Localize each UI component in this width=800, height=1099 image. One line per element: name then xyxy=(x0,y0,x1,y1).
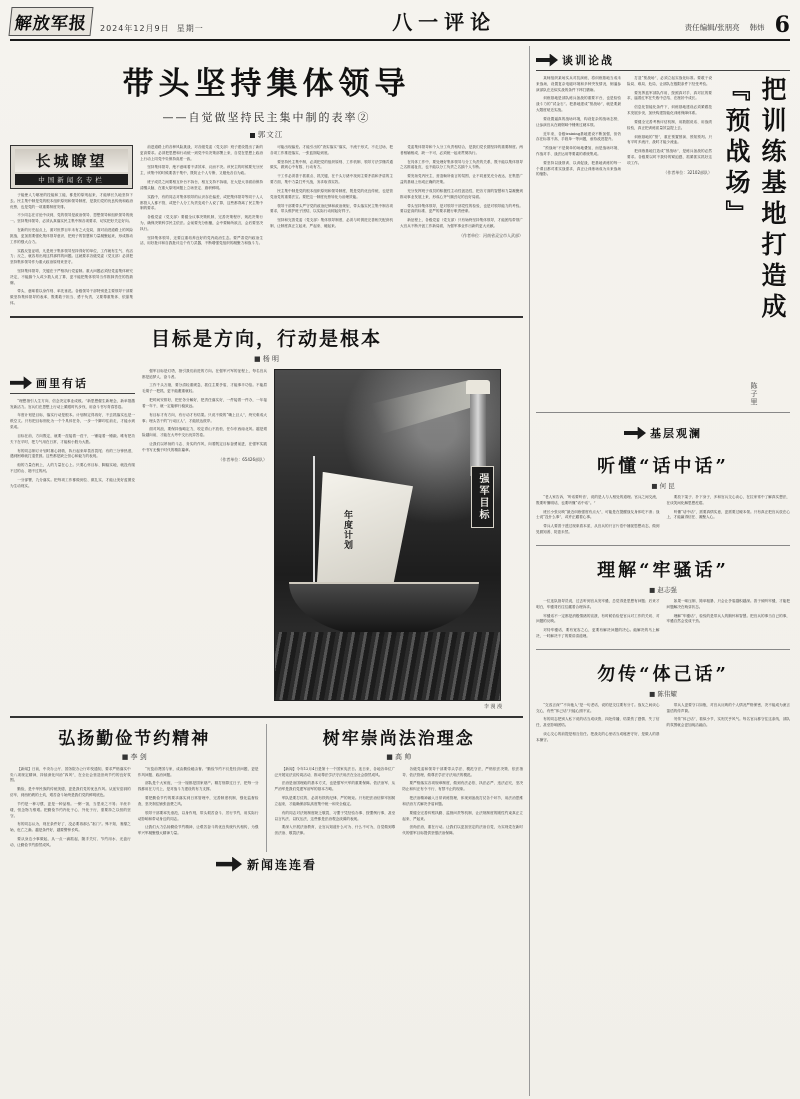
right-item-col-2 xyxy=(667,599,791,643)
art-text-2: 强军目标是灯塔，指引我们前进的方向。在强军兴军的征程上，每名官兵都是追梦人、奋斗者。 工作千头万绪，要分清轻重缓急，抓住主要矛盾，才能事半功倍。不能眉毛胡子一把抓，更不能避重就轻。 把时间安排好，把任务分解好，把责任落实好，一件接着一件办，一年接着一年干，就一定能够行稳致远。 有目标才有方向，有行动才有结果。只说不做的“嘴上巨人”，终究难成大事；埋头苦干的“行动巨人”，才能抵达彼岸。 面对风浪，要保持战略定力，咬定青山不放松，任尔东西南北风。越是艰险越向前，才能在大考中交出优异答卷。 让我们以昂扬的斗志、务实的作风，向着既定目标奋勇前进，在强军实践中书写无愧于时代的精彩篇章。 xyxy=(142,368,267,452)
star-arrow-icon xyxy=(536,54,558,67)
bm-col-1 xyxy=(275,767,396,840)
art-columns xyxy=(10,369,523,710)
illustration-wrap xyxy=(274,369,502,710)
page-body xyxy=(10,46,790,1096)
divider-3 xyxy=(536,412,790,413)
lighthouse-icon xyxy=(470,390,486,476)
bottom-mid-author: 高 帅 xyxy=(395,752,412,761)
lead-text-3: 可能出现偏差。才能引出的“查实落实”落实，不流于形式、不走过场，把各项工作推进落实，一张蓝图绘到底。 要坚持民主集中制，必须把党的组织原则、工作机制、领导方法学懂弄通做实，做到心中有数、行动有方。 干工作必须善于抓重点、抓关键，在千头万绪中找到主要矛盾和矛盾的主要方面，集中力量打歼灭战，务求取得实效。 民主集中制是党的根本组织原则和领导制度，既是党的优良传统，也是管党治党的重要法宝。要把这一制度优势转化为治理效能。 领导干部要带头严守党的政治纪律和政治规矩，带头落实民主集中制各项要求，带头维护班子团结，以实际行动树起好样子。 坚持和完善党委（党支部）集体领导制度，必须与时俱进完善相关配套机制，让制度真正立起来、严起来、硬起来。 xyxy=(270,145,393,228)
section-title: 八一评论 xyxy=(392,10,497,34)
right-item-title: 勿传“体己话” xyxy=(597,663,729,685)
divider-5 xyxy=(536,649,790,650)
light-beam xyxy=(340,380,470,450)
divider-2 xyxy=(10,716,523,718)
left-zone xyxy=(10,46,523,1096)
bottom-left-author: 李 剑 xyxy=(130,752,147,761)
lead-column-2 xyxy=(140,145,263,310)
bottom-mid-text-1: 【新闻】今年12月4日是第十一个国家宪法日。连日来，各地各单位广泛开展宪法宣传周活动，推动尊法学法守法用法在全社会蔚然成风。 法治是治国理政的基本方式，也是强军兴军的重要保障。依法治军、从严治军是我们党建军治军的基本方略。 军队是要打仗的，必须有铁的纪律、严的规矩。只有把法治信仰牢固树立起来，才能确保部队高度集中统一和安全稳定。 有的同志对法规制度缺乏敬畏，习惯于凭经验办事、按惯例行事，甚至以言代法、以权压法，这些都是法治观念淡薄的表现。 要深入开展法治教育，让官兵知道什么可为、什么不可为，自觉做到尊崇法治、敬畏法律。 xyxy=(274,766,396,836)
bottom-mid-text-2: 各级党委和领导干部要带头学法、模范守法，严格依法决策、依法指导、依法管理，做尊法学法守法用法的模范。 要严格落实各项规章制度，做到有法必依、执法必严、违法必究，坚决防止和纠正有令不行、有禁不止的现象。 把法治精神融入日常训练管理，体现到备战打仗各个环节，用法治思维和法治方式解决矛盾问题。 要健全完善纠察执勤、监督问责等机制，让法规制度的刚性约束真正立起来、严起来。 崇尚法治，重在行动。让我们以更加坚定的法治自觉，为实现党在新时代的强军目标提供坚强法治保障。 xyxy=(402,766,523,836)
editor-line-1: 责任编辑/张朋亮 xyxy=(684,23,740,33)
right-top-article xyxy=(536,76,790,406)
lead-text-2: 前进道路上的各种风险挑战，对各级党委（党支部）班子建设提出了新的更高要求。必须把思想和行动统一到党中央决策部署上来，自觉在思想上政治上行动上同党中央保持高度一致。 坚持集体领导，绝不意味着不讲效率、议而不决。该民主的时候要充分民主，该集中的时候要善于集中，既防止个人专断，又避免各自为政。 班子成员之间要相互补台不拆台，相互支持不拆墙，在大是大非面前保持清醒头脑，在重大原则问题上立场坚定、旗帜鲜明。 实践中，有的同志对集体领导的认识存在偏差，或把集体领导等同于人人都管人人都不管，或把个人分工负责变成个人说了算，这些都背离了民主集中制的要求。 各级党委（党支部）要健全议事决策机制，完善决策程序，规范决策行为，确保决策科学民主依法。会前要充分酝酿，会中要畅所欲言，会后要坚决执行。 坚持集体领导，还要注重培养良好的党内政治生态。要严肃党内政治生活，用好批评和自我批评这个有力武器，不断增强党组织的凝聚力和战斗力。 xyxy=(140,145,263,246)
right-item-text-2: 如果一味压制、简单粗暴，只会让矛盾越积越深。善于倾听牢骚，才能把问题解决在萌芽状态。 理解“牢骚话”，检验的是带兵人的胸怀和智慧。把官兵的事当自己的事，牢骚自然会变成干劲。 xyxy=(666,598,790,624)
ship-mast xyxy=(313,456,315,596)
masthead-left xyxy=(10,7,204,36)
ship-sail xyxy=(317,472,413,592)
right-mid-tag xyxy=(536,425,790,443)
masthead xyxy=(10,6,790,41)
art-title: 目标是方向，行动是根本 xyxy=(150,327,382,350)
lead-subheadline: ——自觉做坚持民主集中制的表率② xyxy=(162,111,371,124)
right-item-2 xyxy=(536,656,790,747)
right-top-text-1: 某师组织某场实兵对抗演练，将训练基地当成未来战场，设置复杂电磁环境和多种突发情况，倒逼参演部队在近似实战的条件下摔打磨砺。 训练基地是部队练兵备战的重要平台，也是检验战斗力的“试金石”。把基地建成“预战场”，就是要最大限度贴近实战。 要设置逼真的战场环境，构设复杂的战场态势，让参演官兵在硝烟味中锤炼过硬本领。 近年来，各级training基地建设不断加强，但仍存在标准不高、手段单一等问题，亟待改进提升。 “预战场”不是简单的场地叠加，而是战场环境、作战对手、战法运用等要素的系统集成。 要坚持以战领训、以训促战，把基地训练的每一个课目都对准实战需求，真正让训练场成为未来战场的缩影。 xyxy=(536,76,621,177)
art-column-2 xyxy=(142,369,267,710)
lead-headline: 带头坚持集体领导 xyxy=(122,66,411,102)
publication-date xyxy=(100,23,204,36)
art-byline: ■ 杨 明 xyxy=(253,354,280,363)
art-section xyxy=(10,324,523,710)
bl-col-1 xyxy=(10,767,131,852)
editor-line-2: 韩炜 xyxy=(749,23,765,33)
editor-credit-2 xyxy=(750,23,765,36)
right-item-byline: ■ 陈伟耀 xyxy=(649,689,677,698)
banner-title: 长城瞭望 xyxy=(15,149,128,172)
star-arrow-icon xyxy=(624,427,646,440)
target-badge: 强军目标 xyxy=(471,466,494,528)
lead-credit: （作者单位：河南省灵宝市人武部） xyxy=(459,232,523,238)
right-item-byline: ■ 赵志强 xyxy=(649,585,677,594)
art-tag-label: 画里有话 xyxy=(36,376,88,390)
lead-byline xyxy=(10,129,523,140)
art-column-1 xyxy=(10,369,135,710)
bottom-left-text-2: “历览前贤国与家，成由勤俭破由奢。”勤俭节约不仅是经济问题，更是作风问题、政治问题。 部队是个大家庭，一分一厘都是国家财产。精打细算过日子，把每一分钱都用在刀刃上，是对战斗力建设的有力支撑。 要把勤俭节约的要求落实到日常管理中，完善制度机制，强化监督检查，坚决刹住铺张浪费之风。 领导干部要率先垂范，以身作则，带头艰苦奋斗、厉行节约，用实际行动影响和带动身边的同志。 让我们大力弘扬勤俭节约精神，让艰苦奋斗的优良传统代代相传，为强军兴军凝聚强大精神力量。 xyxy=(137,766,259,836)
art-tag xyxy=(10,375,135,394)
bottom-left-text-1: 【新闻】日前，中央办公厅、国务院办公厅印发通知，要求严格落实中央八项规定精神，持续深化纠治“四风”，在全社会营造崇尚节约的良好氛围。 勤俭，是中华民族的传统美德，更是我们党的优良作风。从延安窑洞的纺车，到西柏坡的土炕，艰苦奋斗始终是我们党的鲜明底色。 节约是一种习惯，更是一种品格。一粥一饭，当思来之不易；半丝半缕，恒念物力维艰。把勤俭节约内化于心、外化于行，需要持之以恒的坚守。 有的同志认为，现在条件好了，没必要再那么“抠门”。殊不知，奢靡之始，危亡之渐。越是条件好，越要警钟长鸣。 要从身边小事做起，从一点一滴抓起，随手关灯、节约用水、光盘行动，让勤俭节约蔚然成风。 xyxy=(10,766,131,847)
right-top-tag-label: 谈训论战 xyxy=(562,54,614,67)
art-text-1: “理想指引人生方向，信念决定事业成败。”新思想催生新理念，新举措激发新活力。官兵们在思想上行动上紧跟时代步伐，用奋斗书写青春答卷。 年度计划是目标，落实行动是根本。计划制定得再好，不去抓落实也是一纸空文。只有把目标细化为一个个具体任务，一步一个脚印往前走，才能水到渠成。 目标在前，方向既定，就要一茬接着一茬干，一锤接着一锤敲。唯有把功夫下在平时，把力气用在日常，才能积小胜为大胜。 有的同志制订计划时雄心勃勃，执行起来却畏首畏尾；有的三分钟热度，遇到困难就打退堂鼓。这些都是缺乏恒心和毅力的表现。 船的力量在帆上，人的力量在心上。只要心怀目标、脚踏实地，就没有爬不过的山、趟不过的河。 一分部署，九分落实。把每项工作都做到位、做扎实，才能让美好蓝图变为生动现实。 xyxy=(10,398,135,488)
right-item-col-1 xyxy=(536,495,660,539)
divider-4 xyxy=(536,545,790,546)
right-item-0 xyxy=(536,448,790,539)
news-connect-tag[interactable] xyxy=(10,856,523,873)
lead-author: 郭文江 xyxy=(257,130,284,139)
right-item-author: 何 昆 xyxy=(659,482,675,490)
right-item-col-1 xyxy=(536,599,660,643)
lighthouse-lamp xyxy=(466,380,490,394)
right-item-title: 听懂“话中话” xyxy=(597,456,729,477)
right-item-author: 赵志强 xyxy=(657,585,677,594)
right-mid-tag-label: 基层观澜 xyxy=(650,427,702,440)
bottom-left-title: 弘扬勤俭节约精神 xyxy=(58,728,211,749)
right-vertical-title: 把训练基地打造成『预战场』 xyxy=(722,76,787,324)
right-item-text-2: 带兵人更要守口如瓶，对官兵反映的个人情况严格保密，决不能成为流言蜚语的传声筒。 勿传“体己话”，看似小节，实则关乎风气。每名官兵都守住这条线，部队的氛围就会更加纯洁融洽。 xyxy=(666,702,790,728)
weekday-text: 星期一 xyxy=(176,24,204,33)
right-top-col-2 xyxy=(627,76,712,406)
ship-hull xyxy=(289,582,479,636)
right-item-text-1: “交浅言深”“不向他人”是一句老话，说的是交往要有分寸。战友之间谈心交心，有些“体己话”只能心照不宣。 有的同志把别人私下说的话当成谈资，四处传播，结果伤了感情、失了信任，甚至影响团结。 谈心交心的前提是相互信任。把战友的心里话当成秘密守好，是做人的基本操守。 xyxy=(536,702,660,742)
right-vertical-title-wrap xyxy=(718,76,790,406)
date-text: 2024年12月9日 xyxy=(100,24,170,33)
sail-label: 年度计划 xyxy=(342,509,352,550)
right-top-text-2: 打造“预战场”，必须立起实战化标准。要敢于设险局、难局、危局，让部队在极限条件下经受考验。 要发挥蓝军部队作用，按照真对手、真对抗的要求，逼着红军在失败中总结、在挫折中成长。 信息化智能化条件下，训练基地建设必须紧跟技术发展步伐，加快构建智能化训练保障体系。 要健全完善考核评估机制，用数据说话、用战绩检验，真正把训练质量效益提上去。 训练基地的“预”，重在预置预演、预知预判。只有平时多流汗，战时才能少流血。 把训练基地打造成“预战场”，是练兵备战的必然要求。各级要以时不我待的紧迫感，抓紧抓实抓好这项工作。 xyxy=(627,76,712,165)
right-top-tag xyxy=(536,52,790,71)
lead-text-1: 子能使人力哪里的技能和工能，都是的原则起来，才能够长久地坚持下去。民主集中制是党的根本组织原则和领导制度，是我们党的优良传统和政治优势，也是党的一项重要制度安排。 不少同志在讨论中谈到，党的领导是政治领导、思想领导和组织领导的统一。坚持集体领导，必须认真落实民主集中制各项要求，切实把好关定好向。 在新的历史起点上，面对世界百年未有之大变局，面对前进道路上的风险挑战，更加需要强化集体领导意识，把班子的智慧和力量凝聚起来，形成推动工作的强大合力。 实践反复证明，凡是班子集体领导坚持得好的单位，工作就有生气、有活力；反之，就容易出现这样那样的问题。这就要求各级党委（党支部）必须把坚持集体领导作为重大政治原则来坚守。 坚持集体领导，关键在于严格执行党委制。重大问题必须经党委集体研究决定，不能搞个人或少数人说了算，更不能把集体领导当作推卸责任的挡箭牌。 带头，意味着以身作则、率先垂范。各级领导干部特别是主要领导干部要做坚持集体领导的表率，既要敢于担当、勇于负责，又要尊重集体、依靠集体。 xyxy=(10,193,133,305)
right-item-byline: ■ 何 昆 xyxy=(651,482,675,490)
right-item-cols xyxy=(536,703,790,747)
bl-col-2 xyxy=(138,767,259,852)
right-item-text-1: “老人家告诉，‘听话要听音’，说的是人与人相处的道理。官兵之间交流，既要听懂明话，也要听懂“话中话”。” 班长小张反映“最近训练强度有点大”，可能是在提醒战友身体吃不消；战士说“没什么事”，或许正藏着心事。 带兵人要善于透过现象看本质，从官兵的只言片语中捕捉思想动态，做到见微知著、防患未然。 xyxy=(536,495,660,535)
right-item-text-1: 一位连队指导员说，过去听到官兵发牢骚，总觉得是思想有问题；后来才明白，牢骚背后往往藏着合理诉求。 牢骚话不一定都是消极情绪的宣泄，有时候恰恰是官兵对工作的关切、对问题的反映。 对待牢骚话，要有宽容之心，更要有解决问题的决心。能解决的马上解决，一时解决不了的要讲清道理。 xyxy=(536,598,660,638)
lead-text-4: 党委集体领导和个人分工负责相结合，是我们党长期坚持的重要制度。两者相辅相成、缺一不可，必须统一起来贯彻执行。 在具体工作中，要处理好集体领导与分工负责的关系，既不能以集体领导之名推诿扯皮，也不能以分工负责之名搞个人专断。 要发扬党内民主，营造畅所欲言的氛围，让不同意见充分表达，在集思广益的基础上形成正确的决策。 充分发挥班子成员的积极性主动性创造性，把各方面的智慧和力量凝聚到推动事业发展上来，形成心齐气顺劲足的良好局面。 带头坚持集体领导，是对领导干部党性的检验，也是对领导能力的考验。要以更高的标准、更严的要求履行职责使命。 新征程上，各级党委（党支部）只有始终坚持集体领导，才能团结带领广大官兵不断开创工作新局面，为强军事业作出新的更大贡献。 xyxy=(400,145,523,228)
right-item-1 xyxy=(536,552,790,643)
lead-column-3 xyxy=(270,145,393,310)
bottom-mid-article xyxy=(275,724,524,852)
bottom-mid-columns xyxy=(275,767,524,840)
divider-1 xyxy=(10,316,523,318)
editor-credit xyxy=(685,23,740,36)
lead-column-1 xyxy=(10,145,133,310)
bottom-left-byline: ■ 李 剑 xyxy=(121,752,147,761)
sea-waves xyxy=(275,632,500,700)
art-author: 杨 明 xyxy=(262,354,280,363)
star-arrow-icon xyxy=(10,376,32,389)
right-item-col-2 xyxy=(667,495,791,539)
bm-col-2 xyxy=(402,767,523,840)
banner-subtitle: 中国新闻名专栏 xyxy=(15,174,128,185)
right-top-credit: （作者单位：32102部队） xyxy=(663,169,712,175)
right-item-author: 陈伟耀 xyxy=(657,689,677,698)
right-item-cols xyxy=(536,599,790,643)
column-banner xyxy=(10,145,133,189)
bottom-left-article xyxy=(10,724,267,852)
right-item-cols xyxy=(536,495,790,539)
bottom-mid-title: 树牢崇尚法治理念 xyxy=(322,728,475,749)
right-item-col-2 xyxy=(667,703,791,747)
right-vertical-byline: 陈子里 xyxy=(750,382,758,406)
page-number: 6 xyxy=(774,12,790,39)
newspaper-logo: 解放军报 xyxy=(8,7,93,36)
illustration-credit: 李 漫 漫 xyxy=(483,703,502,710)
right-zone xyxy=(529,46,790,1096)
illustration-ship-lighthouse xyxy=(274,369,501,701)
right-top-col-1 xyxy=(536,76,621,406)
star-arrow-icon xyxy=(216,857,242,872)
masthead-right xyxy=(684,12,790,39)
news-connect-label: 新闻连连看 xyxy=(246,857,317,872)
art-credit: （作者单位：65426部队） xyxy=(218,456,267,462)
bottom-left-columns xyxy=(10,767,259,852)
right-item-text-2: 要放下架子、扑下身子，多和官兵交心谈心，在拉家常中了解真实想法，在谈笑间化解思想疙瘩。 听懂“话中话”，需要真情实意，更需要过硬本领。只有真正把官兵放在心上，才能赢得信任、凝聚人心。 xyxy=(666,495,790,520)
bottom-mid-byline: ■ 高 帅 xyxy=(386,752,412,761)
right-item-title: 理解“牢骚话” xyxy=(597,559,729,581)
right-item-col-1 xyxy=(536,703,660,747)
lead-columns xyxy=(10,145,523,310)
bottom-articles xyxy=(10,724,523,852)
lead-column-4 xyxy=(400,145,523,310)
